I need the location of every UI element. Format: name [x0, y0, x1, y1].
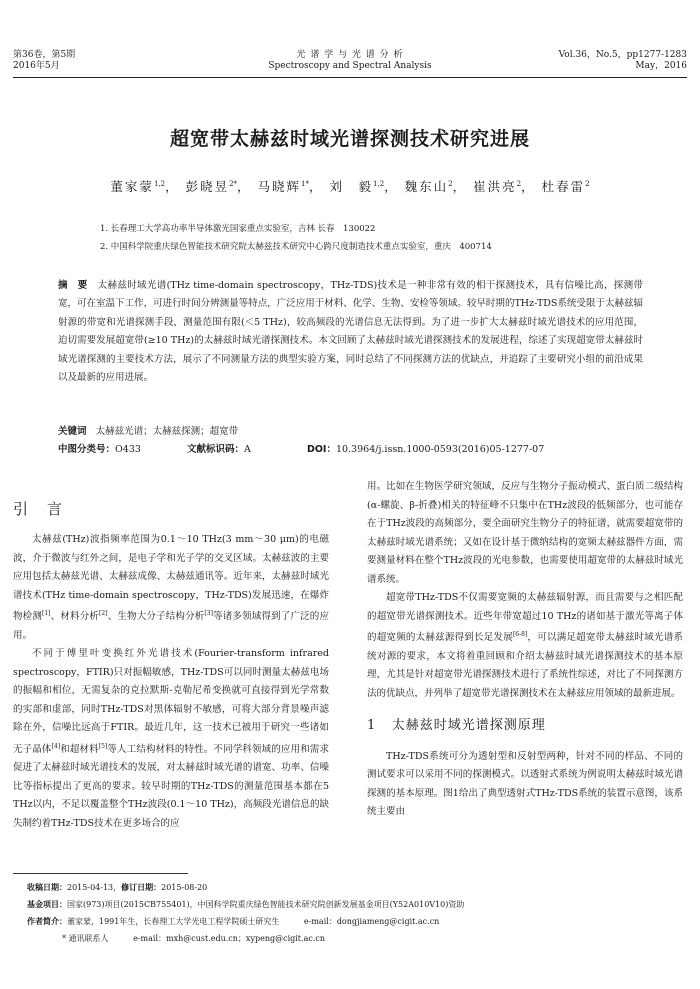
journal-issue: [13, 50, 75, 72]
abstract-text: 太赫兹时域光谱(THz time-domain spectroscopy，THz-TDS)技术是一种非常有效的相干探测技术，具有信噪比高，探测带宽，可在室温下工作，可进行时间分辨测量等特点，广泛应用于材料、化学、生物、安检等领域。较早时期的THz-TDS系统受限于太赫兹辐射源的带宽和光谱探测手段，测量范围有限(＜5 THz)，较高频段的光谱信息无法得到。为了进一步扩大太赫兹时域光谱技术的应用范围，迫切需要发展超宽带(≥10 THz)的太赫兹时域光谱探测技术。本文回顾了太赫兹时域光谱探测技术的发展进程，综述了实现超宽带太赫兹时域光谱探测的主要技术方法，展示了不同测量方法的典型实验方案，同时总结了不同探测方法的优缺点，并追踪了主要研究小组的前沿成果以及最新的应用进展。: [58, 280, 643, 384]
citation: [6-8]: [512, 631, 528, 638]
keywords: [58, 425, 238, 439]
section-title: 太赫兹时域光谱探测原理: [391, 718, 546, 734]
footnote-rule: [13, 873, 188, 874]
citation: [3]: [204, 610, 213, 617]
paragraph: 不同于傅里叶变换红外光谱技术(Fourier-transform infrared spectroscopy，FTIR)只对振幅敏感，THz-TDS可以同时测量太赫兹电场的振幅和相位，无需复杂的克拉默斯-克勒尼希变换就可直接得到光学常数的实部和虚部，同时THz-TDS对黑体辐射不敏感，可将大部分背景噪声滤除在外，信噪比远高于FTIR。最近几年，这一技术已被用于研究一些诸如无子晶体[4]和超材料[5]等人工结构材料的特性。不同学科领域的应用和需求促进了太赫兹时域光谱技术的发展，对太赫兹时域光谱的谱宽、功率、信噪比等指标提出了更高的要求。较早时期的THz-TDS的测量范围基本都在5 THz以内，不足以覆盖整个THz波段(0.1～10 THz)，高频段光谱信息的缺失制约着THz-TDS技术在更多场合的应: [13, 648, 329, 829]
author-list: 董家蒙$^{1,2}$， 彭晓昱$^{2*}$， 马晓辉$^{1*}$， 刘 毅$^{1,2}$， 魏东山$^2$， 崔洪亮$^2$， 杜春雷$^2$: [110, 179, 590, 194]
abstract-label: 摘 要: [58, 280, 88, 291]
affiliation-1: 1. 长春理工大学高功率半导体激光国家重点实验室，吉林 长春 130022: [100, 224, 376, 234]
doi-value: 10.3964/j.issn.1000-0593(2016)05-1277-07: [335, 444, 545, 455]
citation: [4]: [51, 742, 61, 750]
section-number: 1: [367, 718, 377, 734]
corresponding-email: e-mail：mxh@cust.edu.cn；xypeng@cigit.ac.cn: [133, 934, 325, 943]
footnote-fund: 基金项目：国家(973)项目(2015CB755401)，中国科学院重庆绿色智能技术研究院创新发展基金项目(Y52A010V10)资助: [27, 900, 465, 909]
affiliation-2: 2. 中国科学院重庆绿色智能技术研究院太赫兹技术研究中心跨尺度制造技术重点实验室，重庆 400714: [100, 242, 492, 252]
citation: [5]: [98, 742, 108, 750]
author: 刘 毅$^{1,2}$: [329, 179, 385, 194]
section-heading-introduction: 引 言: [13, 500, 65, 518]
author: 彭晓昱$^{2*}$: [185, 179, 238, 194]
issue-date: 2016年5月: [13, 61, 60, 71]
doc-code-value: A: [244, 444, 251, 455]
month-year: May，2016: [635, 61, 687, 71]
paragraph: 用。比如在生物医学研究领域，反应与生物分子振动模式、蛋白质二级结构(α-螺旋、β-折叠)相关的特征峰不只集中在THz波段的低频部分，也可能存在于THz波段的高频部分，要全面研究生物分子的特征谱，就需要超宽带的太赫兹时域光谱系统；又如在设计基于微纳结构的宽频太赫兹器件方面，需要测量材料在整个THz波段的光电参数，也需要使用超宽带的太赫兹时域光谱系统。: [367, 481, 683, 585]
section-heading-1: [367, 717, 683, 736]
author: 魏东山$^2$: [404, 179, 453, 194]
clc-label: 中图分类号：: [58, 444, 116, 455]
doi-label: DOI：: [306, 444, 336, 455]
journal-name: [200, 50, 500, 72]
journal-pages: [559, 50, 687, 72]
footnote-corresponding: * 通讯联系人 e-mail：mxh@cust.edu.cn；xypeng@cigit.ac.cn: [62, 934, 325, 943]
left-column-body: [13, 531, 329, 833]
author: 马晓辉$^{1*}$: [257, 179, 310, 194]
author-email: e-mail：dongjiameng@cigit.ac.cn: [303, 917, 440, 926]
journal-name-cn: 光 谱 学 与 光 谱 分 析: [296, 50, 404, 60]
paragraph: 太赫兹(THz)波指频率范围为0.1～10 THz(3 mm～30 μm)的电磁波，介于微波与红外之间，是电子学和光子学的交叉区域。太赫兹波的主要应用包括太赫兹光谱、太赫兹成像、太赫兹通讯等。近年来，太赫兹时域光谱技术(THz time-domain spectroscopy，THz-TDS)发展迅速，在爆炸物检测[1]、材料分析[2]、生物大分子结构分析[3]等诸多领域得到了广泛的应用。: [13, 534, 329, 641]
paragraph: 超宽带THz-TDS不仅需要宽频的太赫兹辐射源，而且需要与之相匹配的超宽带光谱探测技术。近些年带宽超过10 THz的诸如基于激光等离子体的超宽频的太赫兹源得到长足发展[6-8]，可以满足超宽带太赫兹时域光谱系统对源的要求，本文将着重回顾和介绍太赫兹时域光谱探测技术的基本原理，尤其是针对超宽带光谱探测技术进行了系统性综述，对比了不同探测方法的优缺点，并列举了超宽带光谱探测技术在太赫兹应用领域的最新进展。: [367, 592, 683, 699]
paper-title: 超宽带太赫兹时域光谱探测技术研究进展: [169, 128, 530, 150]
volume-pages: Vol.36，No.5，pp1277-1283: [558, 50, 687, 60]
author: 崔洪亮$^2$: [473, 179, 522, 194]
doc-code-label: 文献标识码：: [187, 444, 245, 455]
right-column-body: [367, 478, 683, 822]
footnote-author: 作者简介：董家蒙，1991年生，长春理工大学光电工程学院硕士研究生 e-mail：dongjiameng@cigit.ac.cn: [27, 917, 440, 926]
keywords-text: 太赫兹光谱；太赫兹探测；超宽带: [95, 426, 239, 437]
footnote-dates: 收稿日期：2015-04-13，修订日期：2015-08-20: [27, 883, 208, 892]
citation: [2]: [99, 610, 108, 617]
author: 杜春雷$^2$: [541, 179, 590, 194]
classification: [58, 443, 658, 457]
header-rule: [13, 77, 687, 78]
citation: [1]: [42, 610, 51, 617]
paragraph: THz-TDS系统可分为透射型和反射型两种，针对不同的样品、不同的测试要求可以采用不同的探测模式。以透射式系统为例说明太赫兹时域光谱探测的基本原理。图1给出了典型透射式THz-TDS系统的装置示意图，该系统主要由: [367, 750, 683, 818]
clc-value: O433: [115, 444, 141, 455]
issue-volume: 第36卷，第5期: [13, 50, 76, 60]
journal-name-en: Spectroscopy and Spectral Analysis: [268, 61, 432, 71]
author: 董家蒙$^{1,2}$: [110, 179, 166, 194]
abstract: [58, 277, 643, 387]
keywords-label: 关键词: [58, 426, 87, 437]
